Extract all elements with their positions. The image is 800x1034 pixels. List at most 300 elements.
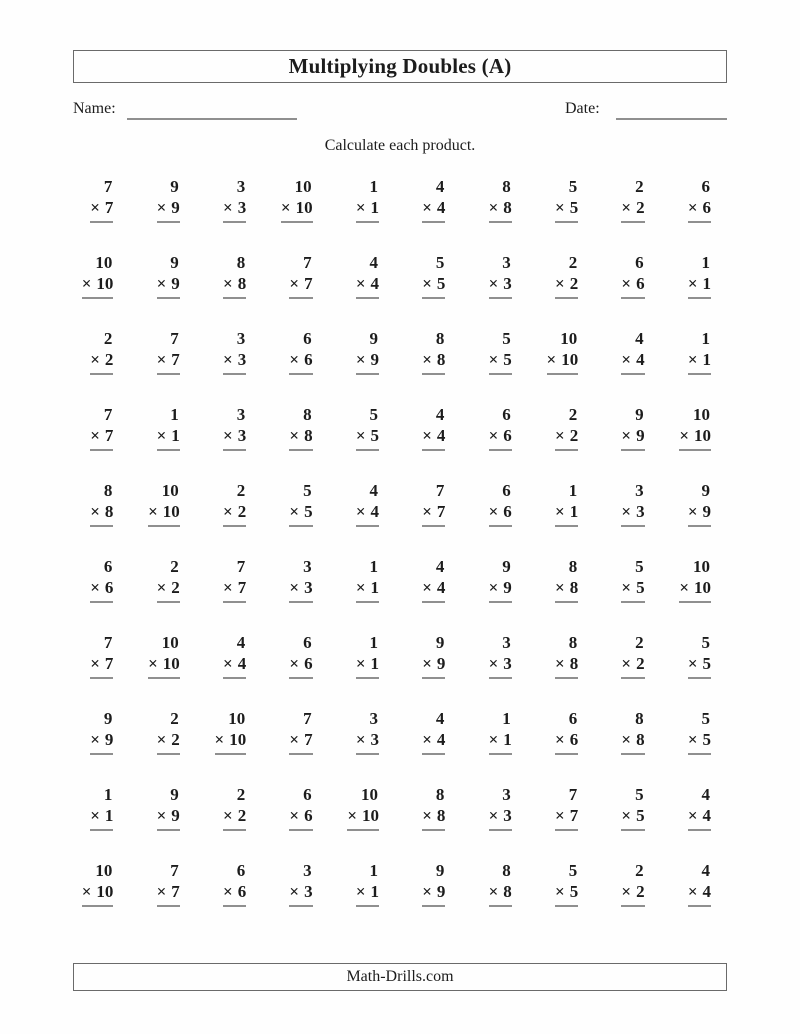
- multiplication-problem: [621, 784, 644, 831]
- multiplier: 10: [362, 806, 379, 825]
- multiply-sign: ×: [156, 274, 167, 293]
- multiply-sign: ×: [488, 730, 499, 749]
- answer-line: [356, 449, 379, 451]
- multiplier-row: [157, 729, 180, 750]
- multiply-sign: ×: [488, 882, 499, 901]
- multiplicand: 2: [170, 709, 179, 728]
- multiplication-problem: [215, 708, 247, 755]
- multiplication-problem: [688, 480, 711, 527]
- answer-line: [422, 297, 445, 299]
- answer-line: [555, 677, 578, 679]
- multiply-sign: ×: [422, 806, 432, 825]
- multiply-sign: ×: [355, 274, 366, 293]
- answer-line: [223, 905, 246, 907]
- multiplicand: 3: [303, 861, 312, 880]
- answer-line: [90, 221, 113, 223]
- multiplicand: 10: [361, 785, 378, 804]
- multiplication-problem: [422, 632, 445, 679]
- multiplier: 5: [370, 426, 379, 445]
- multiplier: 1: [702, 274, 711, 293]
- multiplier: 5: [304, 502, 313, 521]
- multiply-sign: ×: [621, 198, 632, 217]
- problem-cell: [63, 708, 129, 755]
- multiplication-problem: [489, 252, 512, 299]
- multiply-sign: ×: [355, 654, 366, 673]
- problem-cell: [129, 860, 195, 907]
- multiply-sign: ×: [223, 274, 233, 293]
- instruction-text: Calculate each product.: [324, 137, 476, 154]
- multiplicand: 6: [303, 329, 312, 348]
- answer-line: [555, 601, 578, 603]
- multiplier-row: [688, 273, 711, 294]
- problem-cell: [63, 480, 129, 527]
- multiplication-problem: [157, 176, 180, 223]
- multiplier-row: [82, 881, 114, 902]
- multiplier-row: [555, 273, 578, 294]
- multiplier: 10: [96, 882, 114, 901]
- multiplier-row: [90, 577, 113, 598]
- multiply-sign: ×: [223, 426, 233, 445]
- multiplier-row: [489, 501, 512, 522]
- problem-cell: [196, 632, 262, 679]
- multiplier-row: [621, 197, 644, 218]
- problem-cell: [196, 252, 262, 299]
- multiplier: 6: [304, 350, 313, 369]
- multiply-sign: ×: [289, 426, 300, 445]
- multiplicand: 8: [502, 177, 511, 196]
- multiplicand: 3: [236, 405, 246, 424]
- problem-cell: [196, 328, 262, 375]
- multiplication-problem: [90, 784, 113, 831]
- multiplier-row: [621, 501, 644, 522]
- multiplier: 8: [503, 882, 512, 901]
- problem-cell: [661, 176, 727, 223]
- multiplication-problem: [157, 404, 180, 451]
- multiplier: 6: [104, 578, 114, 597]
- multiplication-problem: [90, 556, 113, 603]
- multiplication-problem: [356, 860, 379, 907]
- problem-cell: [528, 632, 594, 679]
- multiplication-problem: [489, 404, 512, 451]
- multiplicand: 10: [95, 253, 113, 272]
- multiplier-row: [223, 577, 246, 598]
- multiplier: 1: [104, 806, 114, 825]
- multiply-sign: ×: [289, 654, 300, 673]
- problem-cell: [594, 328, 660, 375]
- problem-cell: [262, 328, 328, 375]
- multiply-sign: ×: [90, 198, 100, 217]
- multiply-sign: ×: [621, 654, 632, 673]
- answer-line: [688, 829, 711, 831]
- problem-cell: [329, 404, 395, 451]
- multiplicand: 10: [95, 861, 113, 880]
- multiply-sign: ×: [546, 350, 557, 369]
- multiplier: 5: [503, 350, 512, 369]
- multiplier-row: [356, 197, 379, 218]
- answer-line: [489, 221, 512, 223]
- answer-line: [289, 373, 312, 375]
- multiply-sign: ×: [223, 578, 233, 597]
- multiply-sign: ×: [81, 882, 92, 901]
- multiply-sign: ×: [488, 426, 499, 445]
- problem-cell: [262, 860, 328, 907]
- answer-line: [223, 297, 246, 299]
- multiply-sign: ×: [289, 502, 300, 521]
- problem-cell: [661, 784, 727, 831]
- multiplier-row: [422, 805, 445, 826]
- answer-line: [223, 221, 246, 223]
- multiplication-problem: [422, 556, 445, 603]
- multiplier: 6: [304, 806, 313, 825]
- problem-cell: [395, 708, 461, 755]
- multiplication-problem: [555, 556, 578, 603]
- multiplication-problem: [90, 328, 113, 375]
- answer-line: [555, 221, 578, 223]
- answer-line: [90, 753, 113, 755]
- multiplication-problem: [90, 708, 113, 755]
- multiplicand: 7: [568, 785, 578, 804]
- multiplier-row: [90, 729, 113, 750]
- multiplier-row: [223, 653, 246, 674]
- multiplier-row: [621, 805, 644, 826]
- multiplier-row: [90, 349, 113, 370]
- multiplication-problem: [555, 708, 578, 755]
- multiplier-row: [90, 653, 113, 674]
- multiplier-row: [621, 349, 644, 370]
- problem-cell: [395, 632, 461, 679]
- multiplication-problem: [422, 784, 445, 831]
- multiplier-row: [679, 425, 711, 446]
- multiplier-row: [555, 729, 578, 750]
- multiplier: 7: [436, 502, 446, 521]
- multiply-sign: ×: [355, 578, 366, 597]
- problem-cell: [594, 480, 660, 527]
- title-box: [73, 50, 727, 83]
- multiplicand: 7: [103, 633, 113, 652]
- multiplicand: 5: [701, 709, 710, 728]
- multiplicand: 1: [502, 709, 511, 728]
- multiply-sign: ×: [223, 502, 233, 521]
- multiplicand: 5: [369, 405, 378, 424]
- multiplicand: 6: [103, 557, 113, 576]
- multiply-sign: ×: [621, 806, 632, 825]
- multiplication-problem: [157, 328, 180, 375]
- answer-line: [289, 905, 312, 907]
- answer-line: [688, 677, 711, 679]
- multiplier-row: [289, 729, 312, 750]
- multiply-sign: ×: [687, 198, 698, 217]
- multiplication-problem: [621, 632, 644, 679]
- multiplicand: 6: [502, 405, 511, 424]
- multiplier-row: [555, 653, 578, 674]
- multiplicand: 5: [435, 253, 445, 272]
- problem-cell: [528, 404, 594, 451]
- multiplier: 4: [636, 350, 645, 369]
- multiplier: 3: [636, 502, 645, 521]
- multiplier: 3: [304, 882, 313, 901]
- multiplier-row: [148, 653, 180, 674]
- problem-cell: [329, 556, 395, 603]
- multiplication-problem: [356, 480, 379, 527]
- answer-line: [82, 905, 114, 907]
- multiplication-problem: [489, 860, 512, 907]
- multiplier-row: [688, 729, 711, 750]
- multiplier-row: [422, 653, 445, 674]
- answer-line: [555, 297, 578, 299]
- answer-line: [90, 677, 113, 679]
- problem-cell: [661, 556, 727, 603]
- problem-cell: [528, 176, 594, 223]
- multiplicand: 5: [635, 557, 644, 576]
- multiplication-problem: [555, 404, 578, 451]
- answer-line: [688, 525, 711, 527]
- multiplicand: 3: [369, 709, 378, 728]
- multiplier: 8: [503, 198, 512, 217]
- multiplier: 6: [503, 426, 512, 445]
- answer-line: [90, 373, 113, 375]
- multiply-sign: ×: [555, 502, 565, 521]
- multiplication-problem: [489, 632, 512, 679]
- problem-cell: [262, 708, 328, 755]
- multiplier: 3: [503, 274, 512, 293]
- multiply-sign: ×: [90, 578, 100, 597]
- multiplicand: 6: [502, 481, 511, 500]
- problem-cell: [661, 860, 727, 907]
- multiplier-row: [157, 805, 180, 826]
- problem-cell: [461, 404, 527, 451]
- multiplication-problem: [223, 176, 246, 223]
- multiplier-row: [555, 425, 578, 446]
- multiplication-problem: [422, 708, 445, 755]
- multiplier-row: [555, 197, 578, 218]
- multiplicand: 6: [303, 633, 312, 652]
- multiplicand: 1: [369, 633, 378, 652]
- multiplication-problem: [422, 404, 445, 451]
- multiplicand: 2: [103, 329, 113, 348]
- multiplicand: 7: [236, 557, 246, 576]
- answer-line: [90, 829, 113, 831]
- multiplicand: 2: [236, 785, 246, 804]
- multiplier: 5: [569, 198, 579, 217]
- multiplier: 7: [304, 274, 313, 293]
- multiplier-row: [356, 729, 379, 750]
- problem-cell: [594, 252, 660, 299]
- multiply-sign: ×: [422, 274, 432, 293]
- problem-cell: [329, 252, 395, 299]
- answer-line: [289, 601, 312, 603]
- multiplication-problem: [688, 176, 711, 223]
- footer-text: Math-Drills.com: [346, 968, 454, 985]
- multiplication-problem: [489, 556, 512, 603]
- multiply-sign: ×: [289, 882, 300, 901]
- multiplier: 5: [569, 882, 579, 901]
- multiplication-problem: [688, 328, 711, 375]
- problem-cell: [528, 556, 594, 603]
- multiplier-row: [281, 197, 313, 218]
- multiplication-problem: [547, 328, 579, 375]
- multiply-sign: ×: [422, 350, 432, 369]
- multiplier-row: [679, 577, 711, 598]
- multiplier-row: [688, 197, 711, 218]
- multiply-sign: ×: [223, 806, 233, 825]
- multiplication-problem: [223, 556, 246, 603]
- multiplier: 10: [229, 730, 247, 749]
- multiply-sign: ×: [223, 654, 233, 673]
- multiplication-problem: [82, 860, 114, 907]
- problem-cell: [395, 404, 461, 451]
- problem-grid: [63, 176, 727, 907]
- problem-cell: [262, 556, 328, 603]
- multiplier-row: [157, 425, 180, 446]
- multiplication-problem: [688, 708, 711, 755]
- multiplication-problem: [289, 784, 312, 831]
- multiplier-row: [422, 729, 445, 750]
- multiplier-row: [422, 501, 445, 522]
- problem-cell: [63, 556, 129, 603]
- multiplier-row: [289, 273, 312, 294]
- answer-line: [148, 677, 180, 679]
- multiply-sign: ×: [687, 730, 698, 749]
- multiplier-row: [621, 577, 644, 598]
- answer-line: [422, 449, 445, 451]
- multiplication-problem: [621, 480, 644, 527]
- multiply-sign: ×: [621, 882, 632, 901]
- multiplication-problem: [223, 860, 246, 907]
- multiplicand: 5: [568, 861, 578, 880]
- multiplication-problem: [688, 632, 711, 679]
- multiplication-problem: [555, 480, 578, 527]
- answer-line: [289, 525, 312, 527]
- multiplication-problem: [223, 404, 246, 451]
- multiplier: 2: [237, 502, 247, 521]
- problem-cell: [661, 252, 727, 299]
- multiplication-problem: [688, 784, 711, 831]
- multiplication-problem: [688, 860, 711, 907]
- multiplier-row: [621, 425, 644, 446]
- multiplicand: 1: [170, 405, 179, 424]
- multiplier-row: [223, 197, 246, 218]
- multiplier-row: [688, 349, 711, 370]
- multiplicand: 2: [236, 481, 246, 500]
- problem-cell: [262, 176, 328, 223]
- multiply-sign: ×: [621, 502, 632, 521]
- answer-line: [489, 601, 512, 603]
- multiply-sign: ×: [289, 350, 300, 369]
- multiplicand: 7: [170, 861, 179, 880]
- problem-cell: [329, 708, 395, 755]
- name-blank-line: [127, 101, 297, 120]
- problem-cell: [329, 328, 395, 375]
- multiply-sign: ×: [156, 198, 167, 217]
- multiplication-problem: [356, 328, 379, 375]
- multiplier-row: [422, 425, 445, 446]
- answer-line: [621, 449, 644, 451]
- multiplicand: 5: [303, 481, 312, 500]
- multiplicand: 5: [502, 329, 511, 348]
- multiplier: 2: [569, 274, 579, 293]
- problem-cell: [461, 556, 527, 603]
- multiplier-row: [223, 501, 246, 522]
- problem-cell: [395, 176, 461, 223]
- problem-cell: [63, 252, 129, 299]
- multiply-sign: ×: [422, 882, 432, 901]
- multiplicand: 8: [435, 329, 445, 348]
- multiplier-row: [422, 197, 445, 218]
- multiplicand: 9: [103, 709, 113, 728]
- multiply-sign: ×: [488, 578, 499, 597]
- problem-cell: [594, 556, 660, 603]
- multiply-sign: ×: [280, 198, 291, 217]
- multiplicand: 8: [568, 557, 578, 576]
- multiplier-row: [356, 881, 379, 902]
- multiplier-row: [489, 653, 512, 674]
- multiplication-problem: [347, 784, 379, 831]
- problem-cell: [329, 480, 395, 527]
- problem-cell: [395, 252, 461, 299]
- problem-cell: [661, 328, 727, 375]
- multiplier: 2: [171, 730, 180, 749]
- multiply-sign: ×: [355, 426, 366, 445]
- multiplicand: 9: [170, 253, 179, 272]
- answer-line: [223, 373, 246, 375]
- problem-cell: [528, 708, 594, 755]
- multiplier: 7: [237, 578, 247, 597]
- problem-cell: [196, 860, 262, 907]
- answer-line: [422, 829, 445, 831]
- multiplicand: 4: [635, 329, 644, 348]
- answer-line: [422, 525, 445, 527]
- multiplier-row: [148, 501, 180, 522]
- multiplication-problem: [223, 328, 246, 375]
- answer-line: [223, 525, 246, 527]
- multiplier: 5: [636, 578, 645, 597]
- answer-line: [489, 753, 512, 755]
- multiplier-row: [489, 349, 512, 370]
- multiply-sign: ×: [687, 882, 698, 901]
- multiply-sign: ×: [488, 502, 499, 521]
- answer-line: [688, 905, 711, 907]
- problem-cell: [594, 404, 660, 451]
- multiplier: 8: [436, 350, 446, 369]
- multiplicand: 4: [435, 405, 445, 424]
- multiply-sign: ×: [90, 730, 100, 749]
- answer-line: [90, 449, 113, 451]
- multiply-sign: ×: [223, 350, 233, 369]
- problem-cell: [528, 480, 594, 527]
- multiply-sign: ×: [555, 654, 565, 673]
- answer-line: [555, 525, 578, 527]
- multiplicand: 6: [701, 177, 710, 196]
- problem-cell: [196, 708, 262, 755]
- multiplication-problem: [489, 328, 512, 375]
- multiply-sign: ×: [289, 806, 300, 825]
- answer-line: [90, 601, 113, 603]
- multiplication-problem: [281, 176, 313, 223]
- multiplication-problem: [148, 480, 180, 527]
- problem-cell: [594, 632, 660, 679]
- multiplier-row: [555, 577, 578, 598]
- multiplier: 1: [370, 654, 379, 673]
- multiplier: 1: [702, 350, 711, 369]
- multiply-sign: ×: [555, 882, 565, 901]
- multiplicand: 5: [701, 633, 710, 652]
- answer-line: [489, 297, 512, 299]
- multiplier: 7: [171, 350, 180, 369]
- date-label: Date:: [565, 100, 600, 117]
- answer-line: [289, 753, 312, 755]
- answer-line: [157, 753, 180, 755]
- problem-cell: [395, 480, 461, 527]
